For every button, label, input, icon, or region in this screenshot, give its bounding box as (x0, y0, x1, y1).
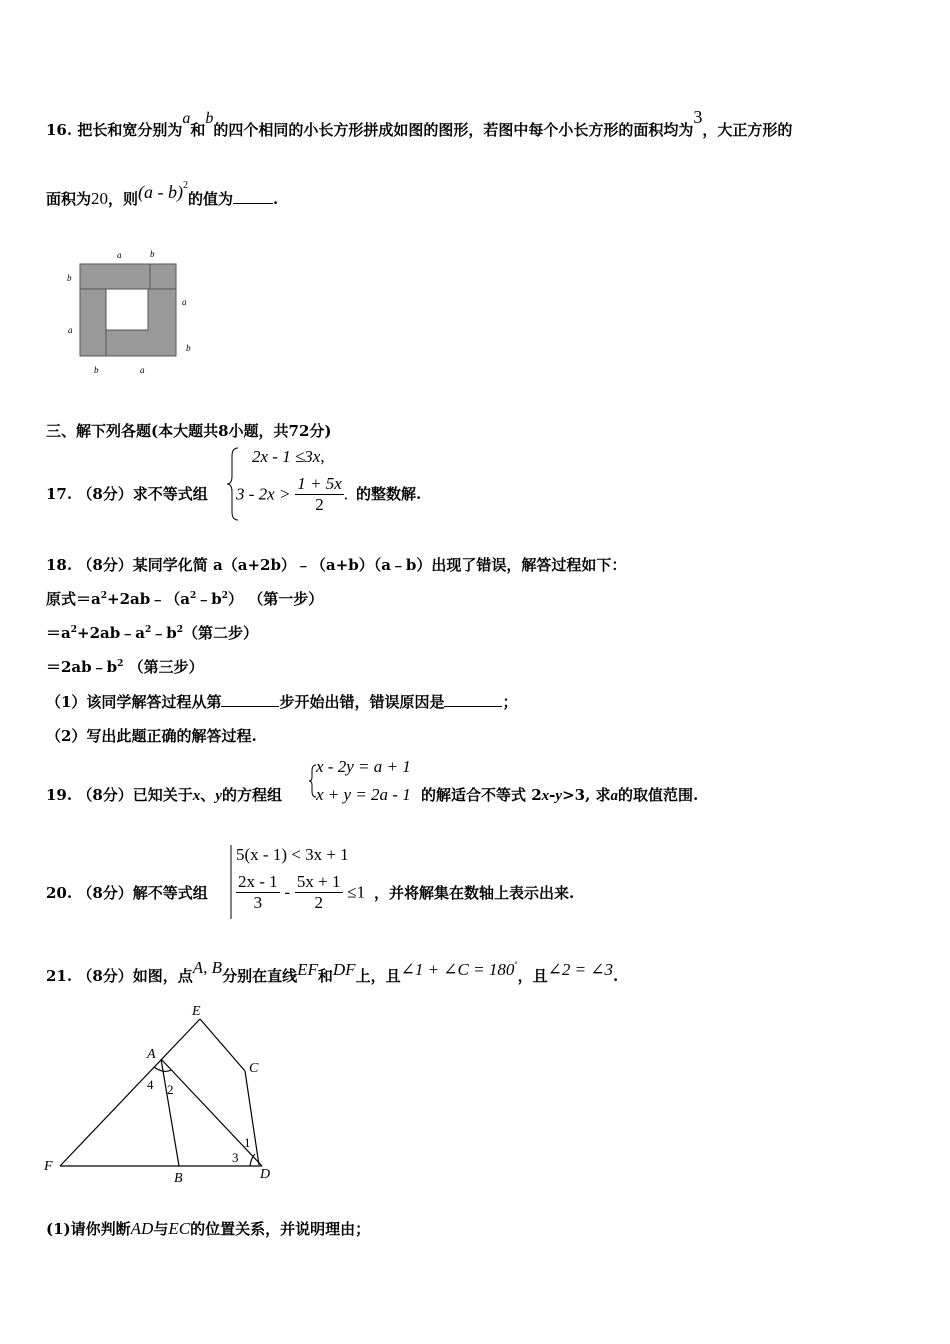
q16-line1: 16. 把长和宽分别为$^a$和$^b$的四个相同的小长方形拼成如图的图形，若图中每个小长方形的面积均为$^3$，大正方形的 (46, 107, 793, 139)
q16-rectangles-figure (60, 245, 200, 385)
q21-sub1: (1)请你判断AD与EC的位置关系，并说明理由； (46, 1219, 371, 1238)
label-a-left: a (68, 325, 73, 335)
label-B: B (174, 1171, 183, 1186)
q19-stem: 19. （8分）已知关于x、y的方程组 (46, 786, 282, 804)
label-D: D (260, 1167, 271, 1182)
q18-step1: 原式$=a^2+2ab﹣(a^2﹣b^2)$ （第一步） (46, 590, 324, 608)
label-a-top: a (117, 250, 122, 260)
label-a-right: a (182, 297, 187, 307)
angle-label-1: 1 (244, 1135, 251, 1150)
q18-stem: 18. （8分）某同学化简 a（a+2b）﹣（a+b）（a﹣b）出现了错误，解答过程如下： (46, 556, 627, 574)
q19-tail: 的解适合不等式 2x-y>3, 求a的取值范围. (421, 786, 699, 804)
angle-label-2: 2 (167, 1082, 174, 1097)
line-FE (60, 1019, 200, 1166)
line-EC (200, 1019, 245, 1071)
q17-ineq2: 3 - 2x > $\frac{1 + 5x}{2}$ . (236, 474, 348, 514)
q18-step3: $=2ab﹣b^2$ （第三步） (46, 658, 204, 676)
q17-ineq1: 2x - 1 ≤3x, (252, 447, 325, 466)
q20-ineq1: 5(x - 1) < 3x + 1 (236, 845, 349, 864)
q18-step-blank (221, 694, 279, 707)
q18-sub1: （1）该同学解答过程从第 步开始出错，错误原因是 ； (46, 693, 518, 711)
label-b-right: b (186, 343, 191, 353)
q17-stem: 17. （8分）求不等式组 (46, 485, 208, 503)
label-b-left: b (67, 273, 72, 283)
q21-geometry-figure (40, 1000, 280, 1190)
angle-label-4: 4 (147, 1077, 154, 1092)
q20-tail: ，并将解集在数轴上表示出来. (374, 884, 575, 902)
q18-reason-blank (444, 694, 502, 707)
q21-stem: 21. （8分）如图，点A, B分别在直线EF和DF上，且∠1 + ∠C = 180°，且∠2 = ∠3. (46, 958, 619, 985)
label-A: A (147, 1047, 156, 1062)
angle-label-3: 3 (232, 1150, 239, 1165)
label-C: C (249, 1061, 259, 1076)
q16-line2: 面积为20，则(a - b)$^2$的值为 . (46, 180, 279, 208)
label-b-top: b (150, 249, 155, 259)
inner-square (106, 289, 148, 330)
label-E: E (192, 1004, 201, 1019)
q16-number: 16. (46, 121, 73, 139)
q20-stem: 20. （8分）解不等式组 (46, 884, 208, 902)
section3-title: 三、解下列各题(本大题共8小题，共72分) (46, 422, 332, 440)
q19-eq2: x + y = 2a - 1 (316, 785, 411, 804)
q17-tail: 的整数解. (356, 485, 422, 503)
q16-answer-blank (233, 191, 273, 204)
q19-eq1: x - 2y = a + 1 (316, 757, 411, 776)
q20-ineq2: $\frac{2x - 1}{3}$ - $\frac{5x + 1}{2}$ ≤1 (238, 872, 366, 912)
q18-step2: $=a^2+2ab﹣a^2﹣b^2$（第二步） (46, 624, 258, 642)
q18-sub2: （2）写出此题正确的解答过程. (46, 727, 257, 745)
label-a-bottom: a (140, 365, 145, 375)
label-F: F (44, 1159, 53, 1174)
label-b-bottom: b (94, 365, 99, 375)
